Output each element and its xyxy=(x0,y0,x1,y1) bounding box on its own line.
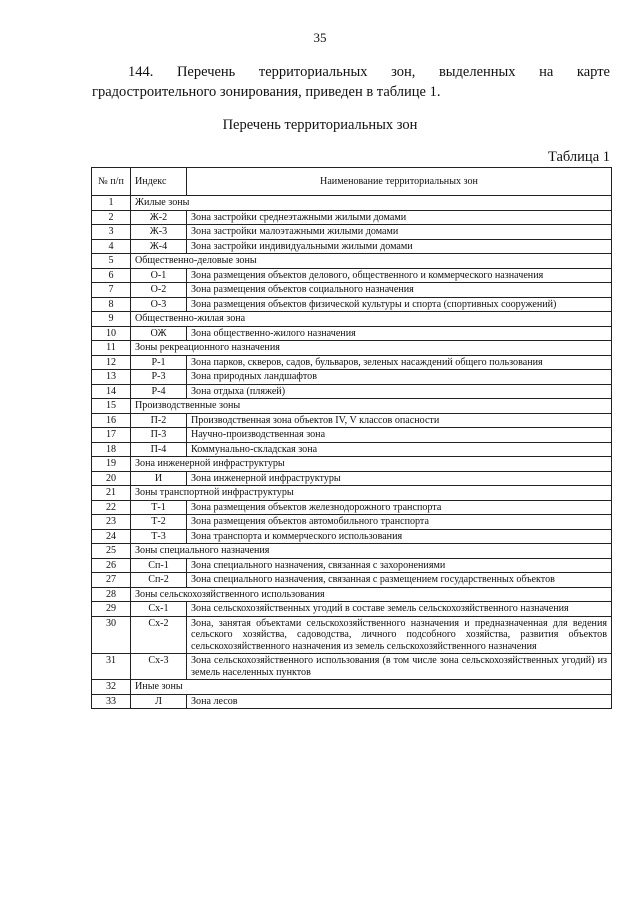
table-row xyxy=(92,297,612,312)
zone-name: Зона природных ландшафтов xyxy=(187,370,612,385)
zone-index: Ж-3 xyxy=(131,225,187,240)
zone-name: Зона специального назначения, связанная с захоронениями xyxy=(187,558,612,573)
table-row xyxy=(92,694,612,709)
zone-name: Зона застройки среднеэтажными жилыми домами xyxy=(187,210,612,225)
row-number: 20 xyxy=(92,471,131,486)
row-number: 2 xyxy=(92,210,131,225)
row-number: 3 xyxy=(92,225,131,240)
row-number: 14 xyxy=(92,384,131,399)
row-number: 12 xyxy=(92,355,131,370)
table-row xyxy=(92,268,612,283)
table-row xyxy=(92,326,612,341)
row-number: 27 xyxy=(92,573,131,588)
row-number: 8 xyxy=(92,297,131,312)
zone-name: Зона сельскохозяйственных угодий в составе земель сельскохозяйственного назначения xyxy=(187,602,612,617)
zone-name: Зона размещения объектов делового, общественного и коммерческого назначения xyxy=(187,268,612,283)
zone-name: Зона парков, скверов, садов, бульваров, зеленых насаждений общего пользования xyxy=(187,355,612,370)
table-row xyxy=(92,442,612,457)
row-number: 21 xyxy=(92,486,131,501)
row-number: 28 xyxy=(92,587,131,602)
zone-index: Сп-1 xyxy=(131,558,187,573)
zone-index: Сх-3 xyxy=(131,654,187,680)
row-number: 10 xyxy=(92,326,131,341)
table-caption: Таблица 1 xyxy=(547,149,610,165)
table-row xyxy=(92,413,612,428)
table-header-row xyxy=(92,168,612,196)
zone-index: Ж-4 xyxy=(131,239,187,254)
zone-name: Научно-производственная зона xyxy=(187,428,612,443)
table-row xyxy=(92,370,612,385)
zone-name: Зона размещения объектов социального назначения xyxy=(187,283,612,298)
zone-index: Сх-2 xyxy=(131,616,187,654)
zone-name: Зона размещения объектов автомобильного транспорта xyxy=(187,515,612,530)
zone-name: Зона застройки малоэтажными жилыми домами xyxy=(187,225,612,240)
zone-group-name: Зоны сельскохозяйственного использования xyxy=(131,587,612,602)
row-number: 29 xyxy=(92,602,131,617)
row-number: 15 xyxy=(92,399,131,414)
table-row xyxy=(92,428,612,443)
table-row xyxy=(92,573,612,588)
header-index: Индекс xyxy=(131,168,187,196)
zone-index: И xyxy=(131,471,187,486)
row-number: 9 xyxy=(92,312,131,327)
row-number: 17 xyxy=(92,428,131,443)
zone-group-name: Зоны транспортной инфраструктуры xyxy=(131,486,612,501)
row-number: 18 xyxy=(92,442,131,457)
zone-name: Зона, занятая объектами сельскохозяйственного назначения и предназначенная для ведения сельского хозяйства, садоводства, личного подсобного хозяйства, развития объектов сельскохозяйственного назначения из земель сельскохозяйственного назначения xyxy=(187,616,612,654)
table-group-row xyxy=(92,680,612,695)
zone-name: Зона инженерной инфраструктуры xyxy=(187,471,612,486)
zone-index: Т-3 xyxy=(131,529,187,544)
header-name: Наименование территориальных зон xyxy=(187,168,612,196)
row-number: 7 xyxy=(92,283,131,298)
table-row xyxy=(92,239,612,254)
zone-group-name: Производственные зоны xyxy=(131,399,612,414)
zone-name: Зона застройки индивидуальными жилыми домами xyxy=(187,239,612,254)
header-num: № п/п xyxy=(92,168,131,196)
intro-paragraph-line-2: градостроительного зонирования, приведен в таблице 1. xyxy=(92,84,441,100)
table-row xyxy=(92,654,612,680)
table-row xyxy=(92,283,612,298)
zone-name: Зона транспорта и коммерческого использования xyxy=(187,529,612,544)
zones-table xyxy=(91,167,612,709)
row-number: 24 xyxy=(92,529,131,544)
zone-group-name: Общественно-жилая зона xyxy=(131,312,612,327)
zone-index: О-3 xyxy=(131,297,187,312)
zone-index: Р-1 xyxy=(131,355,187,370)
zone-index: Р-4 xyxy=(131,384,187,399)
row-number: 25 xyxy=(92,544,131,559)
zone-index: ОЖ xyxy=(131,326,187,341)
row-number: 4 xyxy=(92,239,131,254)
zone-name: Зона размещения объектов железнодорожного транспорта xyxy=(187,500,612,515)
zone-index: П-4 xyxy=(131,442,187,457)
row-number: 6 xyxy=(92,268,131,283)
zone-index: Сх-1 xyxy=(131,602,187,617)
table-row xyxy=(92,558,612,573)
zone-name: Зона специального назначения, связанная с размещением государственных объектов xyxy=(187,573,612,588)
row-number: 26 xyxy=(92,558,131,573)
table-row xyxy=(92,355,612,370)
zone-index: Р-3 xyxy=(131,370,187,385)
zone-name: Производственная зона объектов IV, V классов опасности xyxy=(187,413,612,428)
zone-group-name: Зоны рекреационного назначения xyxy=(131,341,612,356)
zones-table-body xyxy=(92,196,612,709)
table-row xyxy=(92,471,612,486)
table-group-row xyxy=(92,457,612,472)
zone-group-name: Зоны специального назначения xyxy=(131,544,612,559)
zone-index: О-2 xyxy=(131,283,187,298)
zone-group-name: Иные зоны xyxy=(131,680,612,695)
table-row xyxy=(92,500,612,515)
zone-index: Сп-2 xyxy=(131,573,187,588)
row-number: 5 xyxy=(92,254,131,269)
table-group-row xyxy=(92,544,612,559)
zone-index: О-1 xyxy=(131,268,187,283)
row-number: 19 xyxy=(92,457,131,472)
intro-paragraph-line-1: 144. Перечень территориальных зон, выделенных на карте xyxy=(128,64,610,80)
zone-name: Зона размещения объектов физической культуры и спорта (спортивных сооружений) xyxy=(187,297,612,312)
table-row xyxy=(92,225,612,240)
row-number: 32 xyxy=(92,680,131,695)
zone-name: Зона отдыха (пляжей) xyxy=(187,384,612,399)
zone-index: П-3 xyxy=(131,428,187,443)
table-group-row xyxy=(92,341,612,356)
table-row xyxy=(92,384,612,399)
table-row xyxy=(92,515,612,530)
zone-name: Зона общественно-жилого назначения xyxy=(187,326,612,341)
zone-group-name: Общественно-деловые зоны xyxy=(131,254,612,269)
zone-index: Т-2 xyxy=(131,515,187,530)
table-group-row xyxy=(92,399,612,414)
zone-name: Зона сельскохозяйственного использования (в том числе зона сельскохозяйственных угодий) из земель населенных пунктов xyxy=(187,654,612,680)
row-number: 23 xyxy=(92,515,131,530)
row-number: 22 xyxy=(92,500,131,515)
zone-index: П-2 xyxy=(131,413,187,428)
table-group-row xyxy=(92,312,612,327)
row-number: 30 xyxy=(92,616,131,654)
table-group-row xyxy=(92,254,612,269)
row-number: 33 xyxy=(92,694,131,709)
row-number: 1 xyxy=(92,196,131,211)
zone-name: Коммунально-складская зона xyxy=(187,442,612,457)
table-row xyxy=(92,210,612,225)
table-row xyxy=(92,602,612,617)
row-number: 31 xyxy=(92,654,131,680)
zone-index: Л xyxy=(131,694,187,709)
row-number: 13 xyxy=(92,370,131,385)
table-row xyxy=(92,616,612,654)
table-group-row xyxy=(92,587,612,602)
row-number: 16 xyxy=(92,413,131,428)
page-number: 35 xyxy=(313,30,327,45)
intro-paragraph xyxy=(92,62,610,102)
row-number: 11 xyxy=(92,341,131,356)
zone-index: Т-1 xyxy=(131,500,187,515)
table-group-row xyxy=(92,486,612,501)
table-row xyxy=(92,529,612,544)
zone-name: Зона лесов xyxy=(187,694,612,709)
zone-group-name: Жилые зоны xyxy=(131,196,612,211)
table-group-row xyxy=(92,196,612,211)
zone-index: Ж-2 xyxy=(131,210,187,225)
zone-group-name: Зона инженерной инфраструктуры xyxy=(131,457,612,472)
section-heading: Перечень территориальных зон xyxy=(222,117,418,133)
